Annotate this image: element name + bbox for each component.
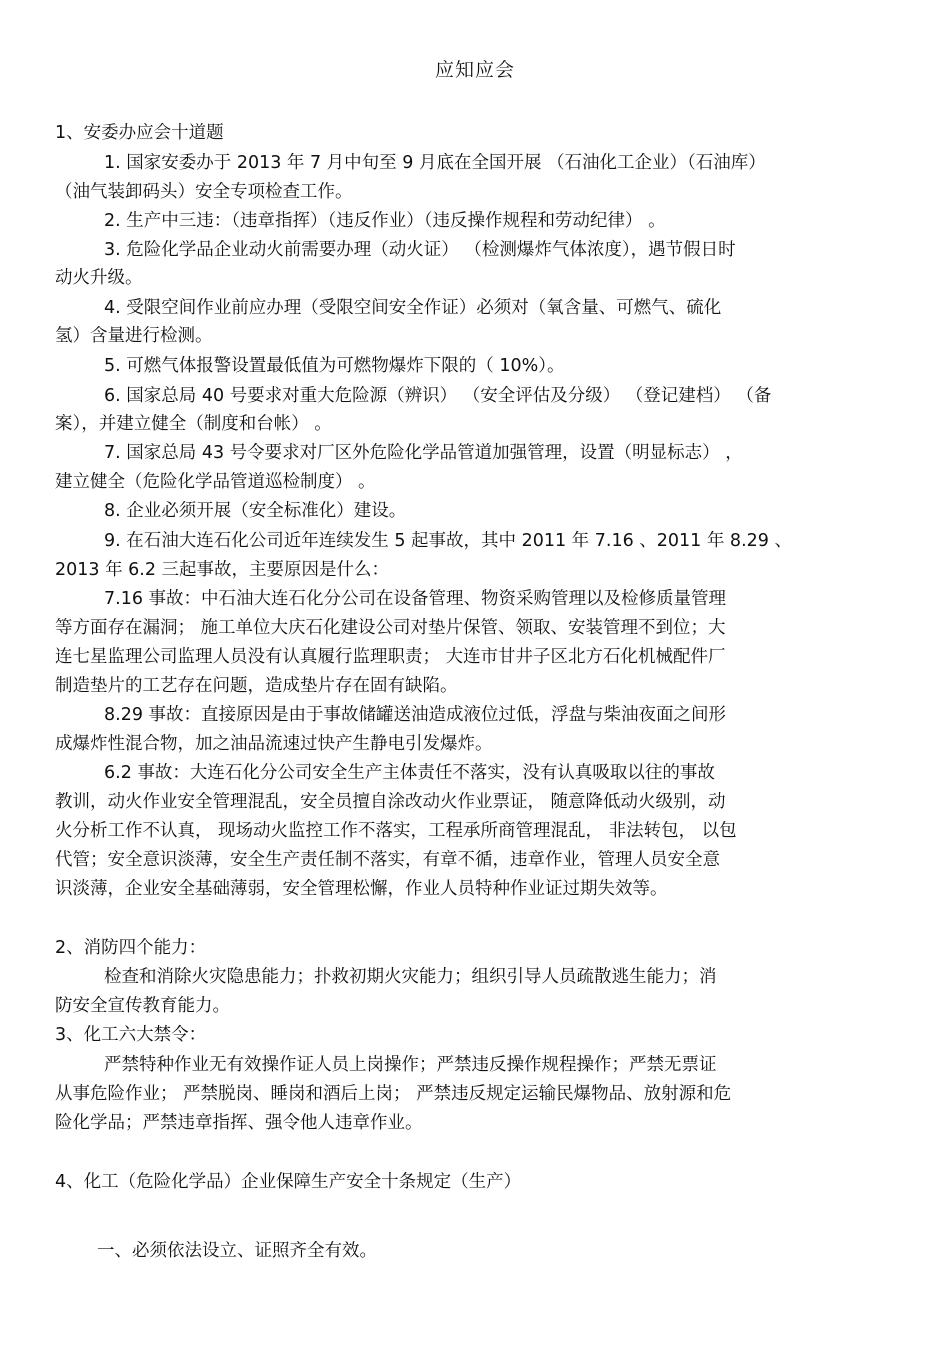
paragraph-line: 6.2 事故：大连石化分公司安全生产主体责任不落实，没有认真吸取以往的事故 (104, 763, 715, 783)
paragraph-line: 一、必须依法设立、证照齐全有效。 (97, 1241, 377, 1261)
paragraph-line: 等方面存在漏洞； 施工单位大庆石化建设公司对垫片保管、领取、安装管理不到位；大 (55, 618, 726, 638)
section-heading-4: 4、化工（危险化学品）企业保障生产安全十条规定（生产） (55, 1172, 522, 1192)
section-heading-2: 2、消防四个能力： (55, 938, 207, 958)
paragraph-line: 4. 受限空间作业前应办理（受限空间安全作证）必须对（氧含量、可燃气、硫化 (104, 298, 722, 318)
paragraph-line: （油气装卸码头）安全专项检查工作。 (55, 182, 353, 202)
page-title: 应知应会 (434, 59, 515, 81)
paragraph-line: 检查和消除火灾隐患能力；扑救初期火灾能力；组织引导人员疏散逃生能力；消 (104, 967, 717, 987)
paragraph-line: 2. 生产中三违：（违章指挥）（违反作业）（违反操作规程和劳动纪律） 。 (104, 211, 666, 231)
paragraph-line: 成爆炸性混合物，加之油品流速过快产生静电引发爆炸。 (55, 734, 493, 754)
paragraph-line: 连七星监理公司监理人员没有认真履行监理职责； 大连市甘井子区北方石化机械配件厂 (55, 647, 726, 667)
paragraph-line: 教训，动火作业安全管理混乱，安全员擅自涂改动火作业票证， 随意降低动火级别，动 (55, 792, 726, 812)
paragraph-line: 8.29 事故：直接原因是由于事故储罐送油造成液位过低，浮盘与柴油夜面之间形 (104, 705, 727, 725)
paragraph-line: 识淡薄，企业安全基础薄弱，安全管理松懈，作业人员特种作业证过期失效等。 (55, 879, 668, 899)
paragraph-line: 3. 危险化学品企业动火前需要办理（动火证） （检测爆炸气体浓度），遇节假日时 (104, 240, 736, 260)
paragraph-line: 从事危险作业； 严禁脱岗、睡岗和酒后上岗； 严禁违反规定运输民爆物品、放射源和危 (55, 1084, 732, 1104)
paragraph-line: 5. 可燃气体报警设置最低值为可燃物爆炸下限的（ 10%）。 (104, 356, 565, 376)
paragraph-line: 防安全宣传教育能力。 (55, 996, 230, 1016)
paragraph-line: 险化学品；严禁违章指挥、强令他人违章作业。 (55, 1113, 423, 1133)
paragraph-line: 1. 国家安委办于 2013 年 7 月中旬至 9 月底在全国开展 （石油化工企业）（石油库） (104, 153, 766, 173)
paragraph-line: 7.16 事故：中石油大连石化分公司在设备管理、物资采购管理以及检修质量管理 (104, 589, 727, 609)
paragraph-line: 氢）含量进行检测。 (55, 326, 213, 346)
paragraph-line: 6. 国家总局 40 号要求对重大危险源（辨识） （安全评估及分级） （登记建档） （备 (104, 386, 772, 406)
paragraph-line: 动火升级。 (55, 268, 143, 288)
paragraph-line: 建立健全（危险化学品管道巡检制度） 。 (55, 472, 376, 492)
section-heading-3: 3、化工六大禁令： (55, 1025, 207, 1045)
paragraph-line: 制造垫片的工艺存在问题，造成垫片存在固有缺陷。 (55, 676, 458, 696)
paragraph-line: 7. 国家总局 43 号令要求对厂区外危险化学品管道加强管理，设置（明显标志） ， (104, 443, 743, 463)
paragraph-line: 火分析工作不认真， 现场动火监控工作不落实，工程承所商管理混乱， 非法转包， 以包 (55, 821, 737, 841)
paragraph-line: 代管；安全意识淡薄，安全生产责任制不落实，有章不循，违章作业，管理人员安全意 (55, 850, 720, 870)
paragraph-line: 案），并建立健全（制度和台帐） 。 (55, 414, 332, 434)
paragraph-line: 严禁特种作业无有效操作证人员上岗操作；严禁违反操作规程操作；严禁无票证 (104, 1055, 717, 1075)
paragraph-line: 2013 年 6.2 三起事故，主要原因是什么： (55, 560, 390, 580)
paragraph-line: 8. 企业必须开展（安全标准化）建设。 (104, 501, 407, 521)
paragraph-line: 9. 在石油大连石化公司近年连续发生 5 起事故，其中 2011 年 7.16 、2011 年 8.29 、 (104, 531, 792, 551)
section-heading-1: 1、安委办应会十道题 (55, 123, 224, 143)
